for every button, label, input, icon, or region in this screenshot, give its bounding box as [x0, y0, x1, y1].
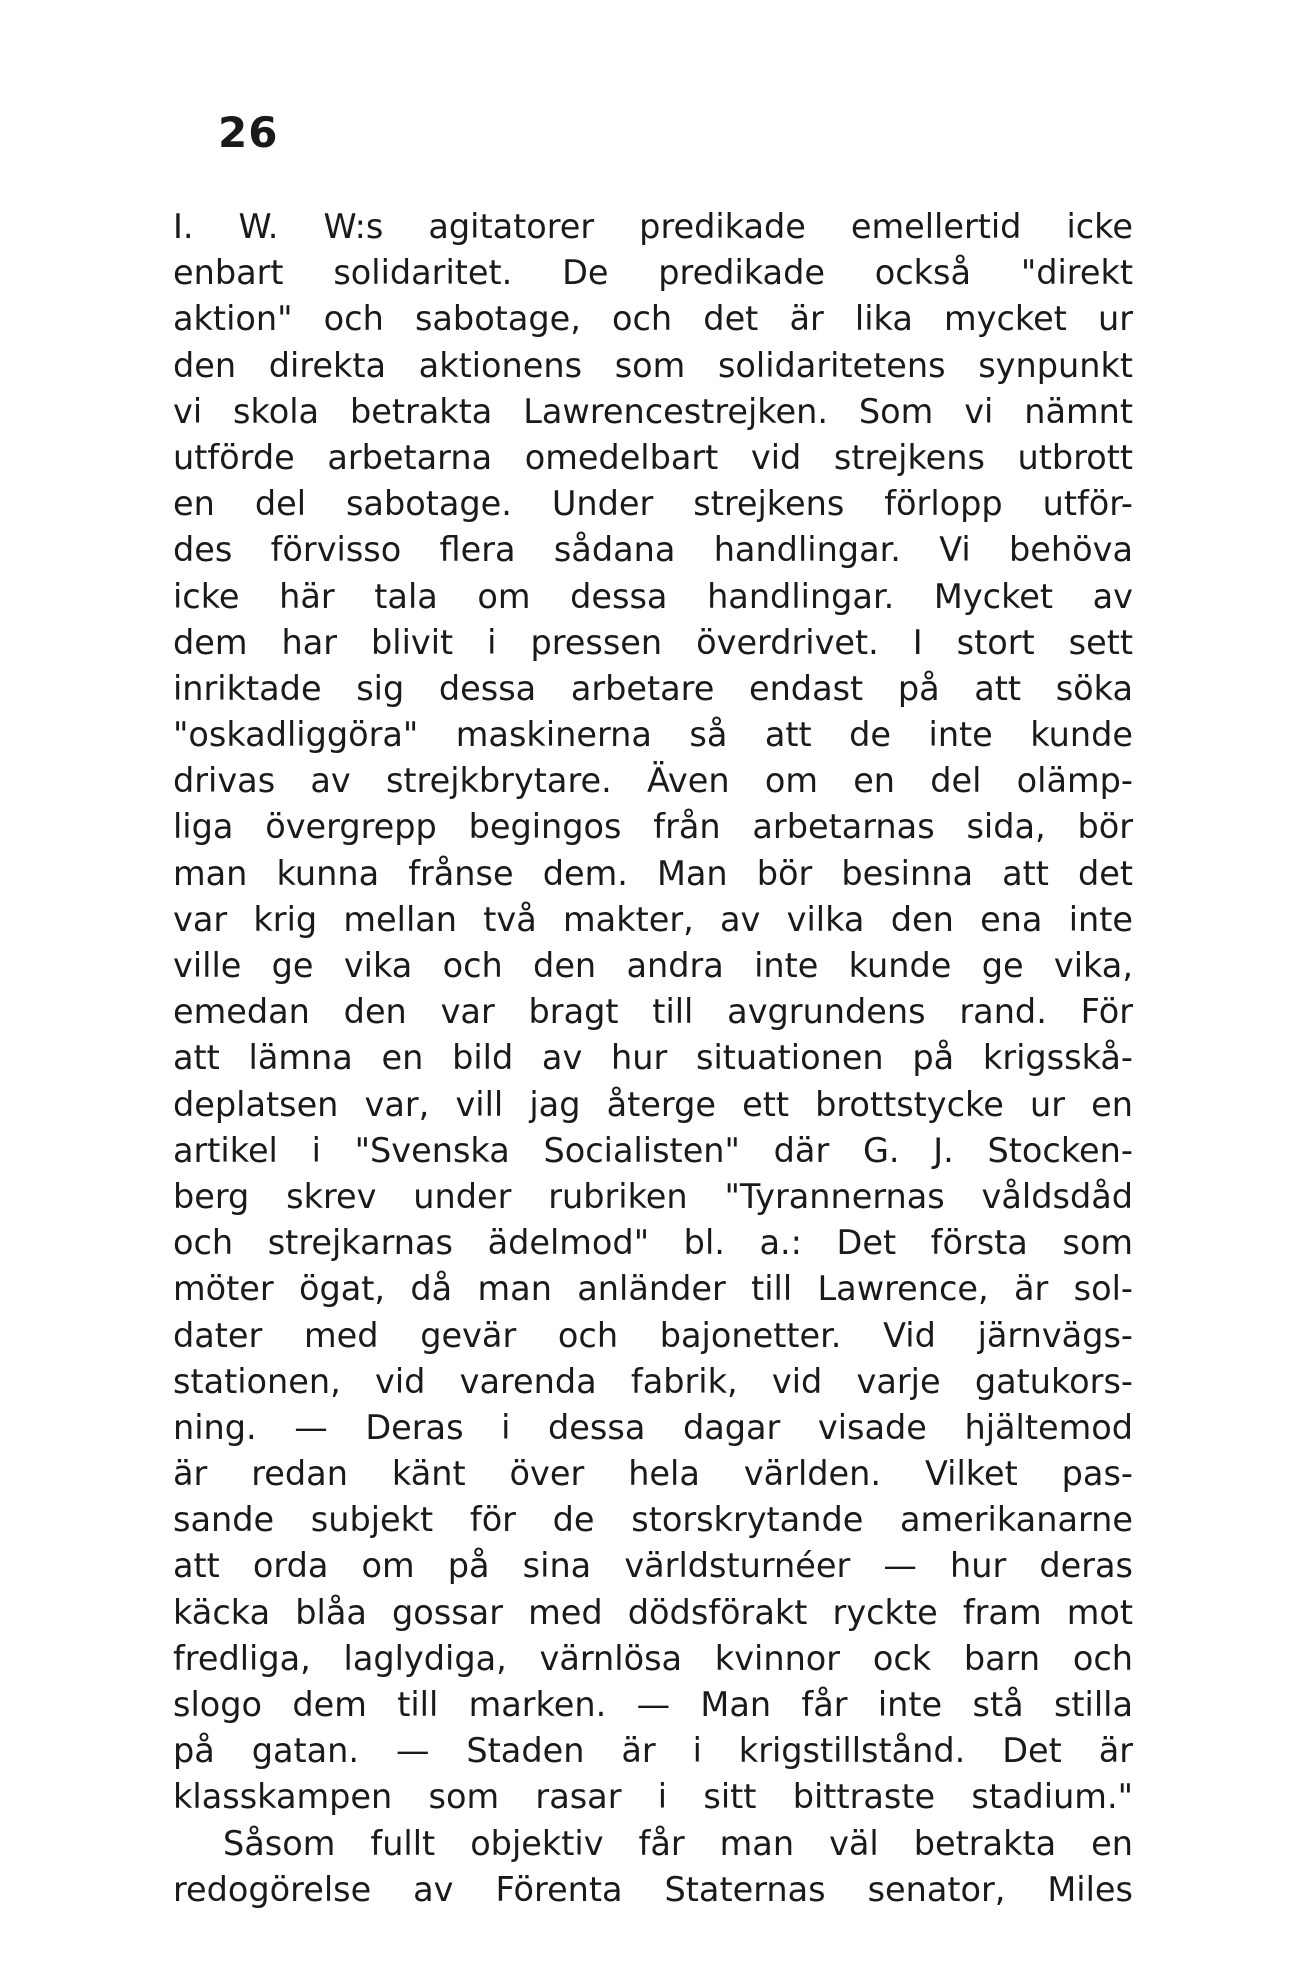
text-line: berg skrev under rubriken "Tyrannernas våldsdåd — [173, 1176, 1133, 1216]
text-line: deplatsen var, vill jag återge ett brottstycke ur en — [173, 1084, 1133, 1124]
text-line: fredliga, laglydiga, värnlösa kvinnor ock barn och — [173, 1638, 1133, 1678]
text-line: icke här tala om dessa handlingar. Mycket av — [173, 576, 1133, 616]
body-text — [173, 204, 1133, 1913]
text-line: är redan känt över hela världen. Vilket pas- — [173, 1454, 1133, 1494]
text-line: artikel i "Svenska Socialisten" där G. J. Stocken- — [173, 1130, 1133, 1170]
text-line: slogo dem till marken. — Man får inte stå stilla — [173, 1685, 1133, 1724]
text-line: I. W. W:s agitatorer predikade emellertid icke — [173, 207, 1133, 246]
text-line: des förvisso flera sådana handlingar. Vi behöva — [173, 530, 1133, 570]
text-line: stationen, vid varenda fabrik, vid varje gatukors- — [173, 1361, 1133, 1401]
text-line: var krig mellan två makter, av vilka den ena inte — [173, 899, 1133, 939]
text-line: den direkta aktionens som solidaritetens synpunkt — [173, 345, 1133, 385]
text-line: dem har blivit i pressen överdrivet. I stort sett — [173, 622, 1133, 662]
text-line: klasskampen som rasar i sitt bittraste stadium." — [173, 1777, 1133, 1817]
text-line: på gatan. — Staden är i krigstillstånd. Det är — [173, 1731, 1133, 1771]
text-line: Såsom fullt objektiv får man väl betrakta en — [223, 1823, 1133, 1863]
text-line: redogörelse av Förenta Staternas senator, Miles — [173, 1869, 1133, 1909]
text-line: sande subjekt för de storskrytande amerikanarne — [173, 1500, 1133, 1540]
text-line: "oskadliggöra" maskinerna så att de inte kunde — [173, 715, 1133, 755]
text-line: enbart solidaritet. De predikade också "direkt — [173, 253, 1133, 293]
text-line: att lämna en bild av hur situationen på krigsskå- — [173, 1038, 1133, 1078]
text-line: drivas av strejkbrytare. Även om en del olämp- — [173, 761, 1133, 801]
text-line: aktion" och sabotage, och det är lika mycket ur — [173, 299, 1133, 339]
text-line: möter ögat, då man anländer till Lawrence, är sol- — [173, 1269, 1133, 1309]
text-line: liga övergrepp begingos från arbetarnas sida, bör — [173, 807, 1133, 847]
text-line: utförde arbetarna omedelbart vid strejkens utbrott — [173, 437, 1133, 477]
text-line: ville ge vika och den andra inte kunde ge vika, — [173, 946, 1133, 985]
text-line: emedan den var bragt till avgrundens rand. För — [173, 992, 1133, 1032]
text-line: att orda om på sina världsturnéer — hur deras — [173, 1546, 1133, 1586]
text-line: ning. — Deras i dessa dagar visade hjältemod — [173, 1407, 1133, 1447]
text-line: dater med gevär och bajonetter. Vid järnvägs- — [173, 1315, 1133, 1355]
page-number: 26 — [218, 108, 279, 157]
text-line: vi skola betrakta Lawrencestrejken. Som vi nämnt — [173, 391, 1133, 431]
text-line: käcka blåa gossar med dödsförakt ryckte fram mot — [173, 1592, 1133, 1632]
text-line: en del sabotage. Under strejkens förlopp utför- — [173, 484, 1133, 524]
text-line: inriktade sig dessa arbetare endast på att söka — [173, 668, 1133, 708]
text-line: man kunna frånse dem. Man bör besinna att det — [173, 853, 1133, 893]
text-line: och strejkarnas ädelmod" bl. a.: Det första som — [173, 1223, 1133, 1263]
